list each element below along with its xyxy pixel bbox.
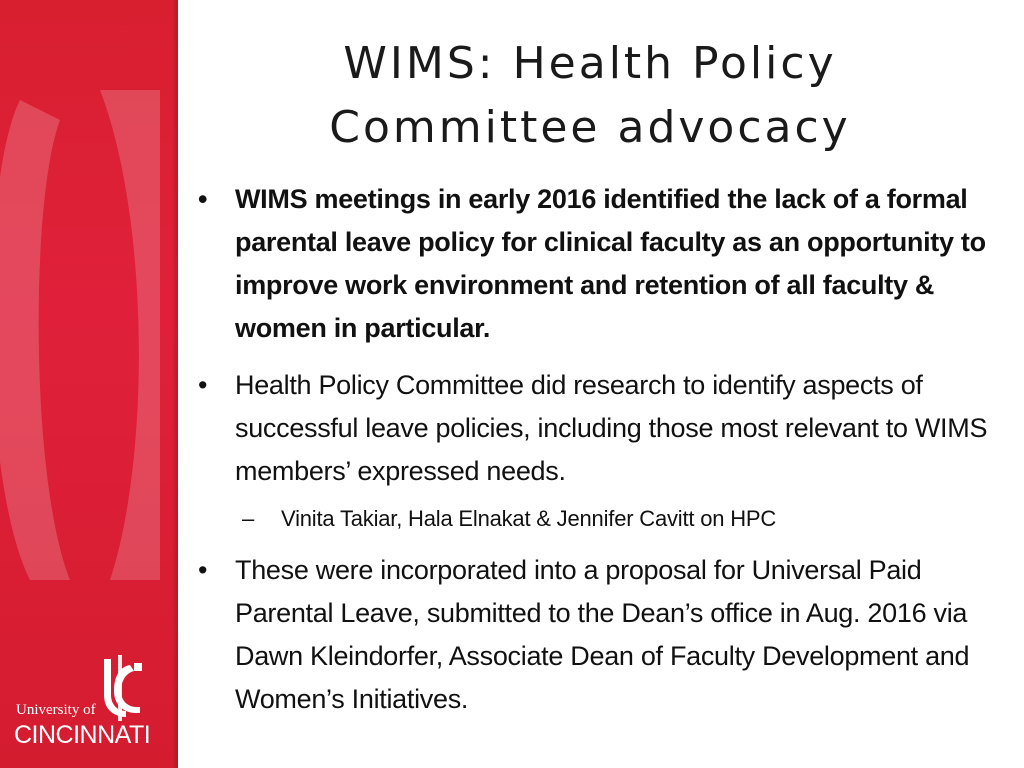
bullet-text: These were incorporated into a proposal for Universal Paid Parental Leave, submitted to the Dean’s office in Aug. 2016 via Dawn Kleindorfer, Associate Dean of Faculty Development and Women’s Initiatives.: [235, 555, 970, 714]
logo-university-of: University of: [16, 702, 96, 718]
title-line-2: Committee advocacy: [329, 102, 851, 153]
bullet-marker: •: [198, 555, 208, 585]
slide-title: [230, 32, 950, 160]
title-line-1: WIMS: Health Policy: [343, 38, 837, 89]
bullet-text: WIMS meetings in early 2016 identified the lack of a formal parental leave policy for clinical faculty as an opportunity to improve work environment and retention of all faculty & women in particular.: [235, 184, 986, 343]
uc-seal-icon: [96, 655, 148, 721]
red-sidebar: [0, 0, 178, 768]
uc-watermark-icon: [0, 60, 178, 620]
sub-bullet-text: Vinita Takiar, Hala Elnakat & Jennifer Cavitt on HPC: [281, 506, 777, 531]
bullet-marker: •: [198, 184, 208, 214]
bullet-item: [190, 178, 1016, 350]
bullet-text: Health Policy Committee did research to identify aspects of successful leave policies, including those most relevant to WIMS members’ expressed needs.: [235, 370, 988, 486]
university-logo: [14, 655, 169, 755]
sidebar-shade: [172, 0, 178, 768]
sub-bullet-item: [190, 501, 1016, 537]
sub-bullet-marker: –: [242, 506, 255, 531]
slide-body: [190, 178, 1016, 721]
bullet-item: [190, 364, 1016, 493]
bullet-item: [190, 549, 1016, 721]
bullet-marker: •: [198, 370, 208, 400]
logo-cincinnati: CINCINNATI: [14, 721, 151, 749]
